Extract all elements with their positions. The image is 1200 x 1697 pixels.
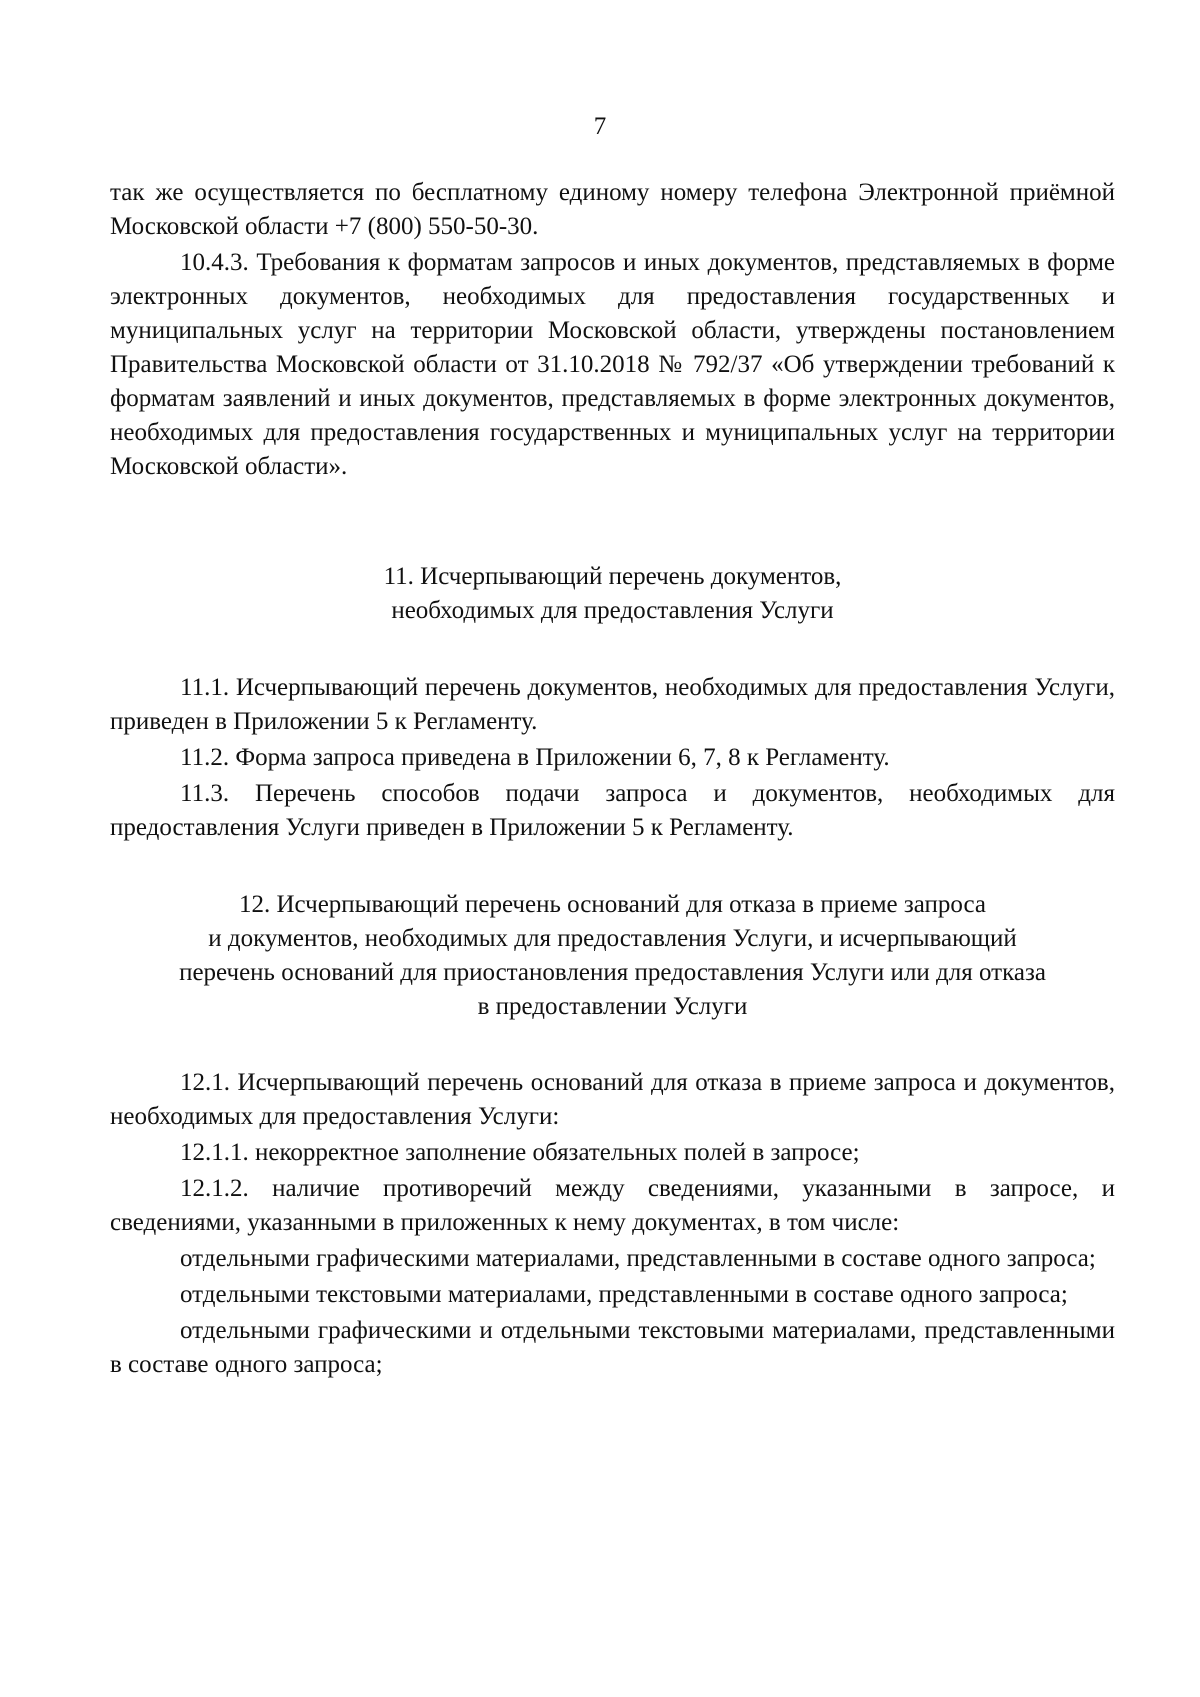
section-12-heading-line-4: в предоставлении Услуги xyxy=(477,993,748,1020)
paragraph-graphic-materials: отдельными графическими материалами, представленными в составе одного запроса; xyxy=(180,1245,1096,1272)
paragraph-11-2: 11.2. Форма запроса приведена в Приложении 6, 7, 8 к Регламенту. xyxy=(180,744,890,771)
section-12-body xyxy=(110,1066,1115,1382)
section-10-continuation xyxy=(110,176,1115,484)
section-11-body xyxy=(110,671,1115,845)
paragraph-11-1: 11.1. Исчерпывающий перечень документов, необходимых для предоставления Услуги, приведен в Приложении 5 к Регламенту. xyxy=(110,674,1115,735)
paragraph-graphic-and-text-materials: отдельными графическими и отдельными текстовыми материалами, представленными в составе одного запроса; xyxy=(110,1317,1115,1378)
paragraph-10-4-3: 10.4.3. Требования к форматам запросов и иных документов, представляемых в форме электронных документов, необходимых для предоставления государственных и муниципальных услуг на территории Московской области, утверждены постановлением Правительства Московской области от 31.10.2018 № 792/37 «Об утверждении требований к форматам заявлений и иных документов, представляемых в форме электронных документов, необходимых для предоставления государственных и муниципальных услуг на территории Московской области». xyxy=(110,249,1115,480)
section-12-heading-line-2: и документов, необходимых для предоставления Услуги, и исчерпывающий xyxy=(208,925,1017,952)
section-11-heading-line-2: необходимых для предоставления Услуги xyxy=(391,597,834,624)
section-12-heading-line-3: перечень оснований для приостановления предоставления Услуги или для отказа xyxy=(179,959,1046,986)
paragraph-12-1: 12.1. Исчерпывающий перечень оснований для отказа в приеме запроса и документов, необходимых для предоставления Услуги: xyxy=(110,1069,1115,1130)
section-12-heading-line-1: 12. Исчерпывающий перечень оснований для отказа в приеме запроса xyxy=(238,891,987,918)
paragraph-12-1-2: 12.1.2. наличие противоречий между сведениями, указанными в запросе, и сведениями, указанными в приложенных к нему документах, в том числе: xyxy=(110,1175,1115,1236)
paragraph-text-materials: отдельными текстовыми материалами, представленными в составе одного запроса; xyxy=(180,1281,1068,1308)
paragraph-12-1-1: 12.1.1. некорректное заполнение обязательных полей в запросе; xyxy=(180,1139,860,1166)
paragraph-11-3: 11.3. Перечень способов подачи запроса и документов, необходимых для предоставления Услуги приведен в Приложении 5 к Регламенту. xyxy=(110,780,1115,841)
page-number: 7 xyxy=(593,113,607,140)
paragraph-hotline: так же осуществляется по бесплатному единому номеру телефона Электронной приёмной Московской области +7 (800) 550-50-30. xyxy=(110,179,1115,240)
section-11-heading xyxy=(110,560,1115,628)
section-12-heading xyxy=(110,888,1115,1024)
section-11-heading-line-1: 11. Исчерпывающий перечень документов, xyxy=(383,563,842,590)
